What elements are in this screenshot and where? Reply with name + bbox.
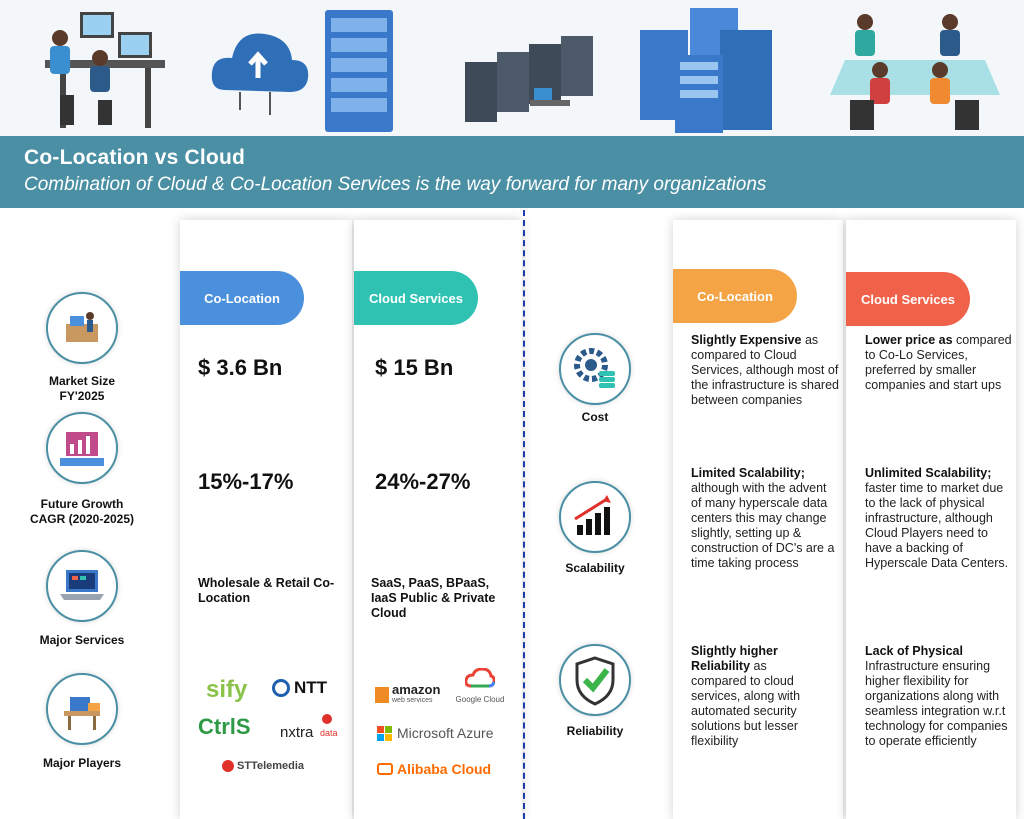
scalability-icon [559,481,631,553]
data-center-illustration [465,36,593,122]
growth-label: Future Growth CAGR (2020-2025) [29,497,135,526]
colo-services: Wholesale & Retail Co-Location [198,576,335,605]
title-banner [0,136,1024,208]
scalability-label: Scalability [565,561,625,575]
cost-colo-desc: Slightly Expensive as compared to Cloud Services, although most of the infrastructure is shared between companies [691,333,839,407]
reliability-colo-desc: Slightly higher Reliability as compared to cloud services, along with automated security solutions but lesser flexibility [691,644,801,748]
cost-cloud-desc: Lower price as compared to Co-Lo Services, preferred by smaller companies and start ups [865,333,1012,392]
right-colo-header: Co-Location [673,269,797,323]
cloud-market-size: $ 15 Bn [375,355,454,380]
cost-label: Cost [581,410,609,424]
microsoft-azure-logo: Microsoft Azure [377,725,493,741]
sify-logo: sify [206,676,248,703]
market-size-label: Market Size FY'2025 [48,374,116,403]
cloud-upload-illustration [212,34,308,116]
page-title: Co-Location vs Cloud [24,146,245,169]
scalability-cloud-desc: Unlimited Scalability; faster time to market due to the lack of physical infrastructure, although Cloud Players need to have a backing of Hyperscale Data Centers. [865,466,1009,570]
google-cloud-logo: Google Cloud [452,668,508,712]
reliability-label: Reliability [566,724,624,738]
office-workers-illustration [45,12,165,128]
right-cloud-header: Cloud Services [846,272,970,326]
scalability-colo-desc: Limited Scalability; although with the advent of many hyperscale data centers this may change slightly, setting up & construction of DC's are a time taking process [691,466,835,570]
major-services-label: Major Services [39,633,125,647]
major-players-label: Major Players [42,756,122,770]
cloud-services: SaaS, PaaS, BPaaS, IaaS Public & Private Cloud [371,576,496,620]
colo-market-size: $ 3.6 Bn [198,355,283,380]
alibaba-cloud-logo: Alibaba Cloud [377,761,491,777]
team-meeting-illustration [830,14,1000,130]
ntt-logo: NTT [272,678,327,698]
sttelemedia-logo: STTelemedia [222,760,304,772]
laptop-icon [46,550,118,622]
server-rack-illustration [325,10,393,132]
market-size-icon [46,292,118,364]
workstation-icon [46,673,118,745]
reliability-cloud-desc: Lack of Physical Infrastructure ensuring higher flexibility for organizations along with seamless integration w.r.t technology for companies to operate efficiently [865,644,1008,748]
left-cloud-header: Cloud Services [354,271,478,325]
nxtra-logo: nxtra data [280,714,350,744]
cost-icon [559,333,631,405]
header-illustration [0,0,1024,136]
ctrls-logo: CtrlS [198,714,251,739]
page-subtitle: Combination of Cloud & Co-Location Services is the way forward for many organizations [24,174,767,195]
shield-check-icon [559,644,631,716]
growth-icon [46,412,118,484]
left-colo-header: Co-Location [180,271,304,325]
colo-growth: 15%-17% [198,469,294,494]
cloud-growth: 24%-27% [375,469,471,494]
section-divider [523,210,525,819]
aws-logo: amazon web services [375,680,445,710]
server-cluster-illustration [640,8,772,133]
